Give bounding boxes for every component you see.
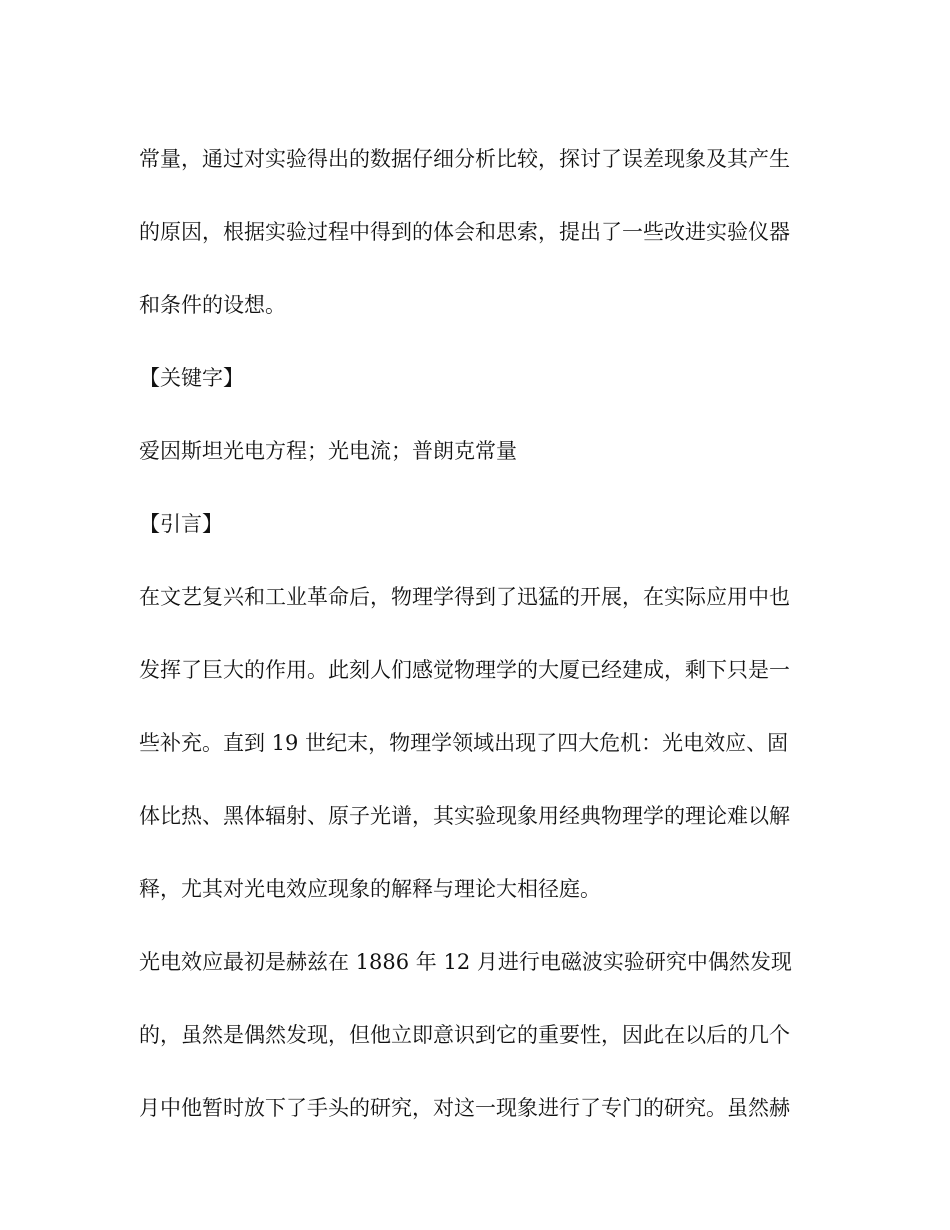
intro-p1-line-4: 体比热、黑体辐射、原子光谱，其实验现象用经典物理学的理论难以解 bbox=[139, 804, 790, 828]
intro-p1-line-5: 释，尤其对光电效应现象的解释与理论大相径庭。 bbox=[139, 877, 601, 901]
intro-p1-line-1: 在文艺复兴和工业革命后，物理学得到了迅猛的开展，在实际应用中也 bbox=[139, 585, 790, 609]
intro-heading: 【引言】 bbox=[139, 512, 223, 536]
abstract-line-2: 的原因，根据实验过程中得到的体会和思索，提出了一些改进实验仪器 bbox=[139, 220, 790, 244]
intro-p1-line-2: 发挥了巨大的作用。此刻人们感觉物理学的大厦已经建成，剩下只是一 bbox=[139, 658, 790, 682]
abstract-line-1: 常量，通过对实验得出的数据仔细分析比较，探讨了误差现象及其产生 bbox=[139, 147, 790, 171]
intro-p2-line-1: 光电效应最初是赫兹在 1886 年 12 月进行电磁波实验研究中偶然发现 bbox=[139, 950, 792, 974]
document-body bbox=[139, 123, 819, 1145]
intro-p2-line-3: 月中他暂时放下了手头的研究，对这一现象进行了专门的研究。虽然赫 bbox=[139, 1096, 790, 1120]
keywords-heading: 【关键字】 bbox=[139, 366, 244, 390]
keywords-text: 爱因斯坦光电方程；光电流；普朗克常量 bbox=[139, 439, 517, 463]
intro-p1-line-3: 些补充。直到 19 世纪末，物理学领域出现了四大危机：光电效应、固 bbox=[139, 731, 789, 755]
intro-p2-line-2: 的，虽然是偶然发现，但他立即意识到它的重要性，因此在以后的几个 bbox=[139, 1023, 790, 1047]
abstract-line-3: 和条件的设想。 bbox=[139, 293, 286, 317]
